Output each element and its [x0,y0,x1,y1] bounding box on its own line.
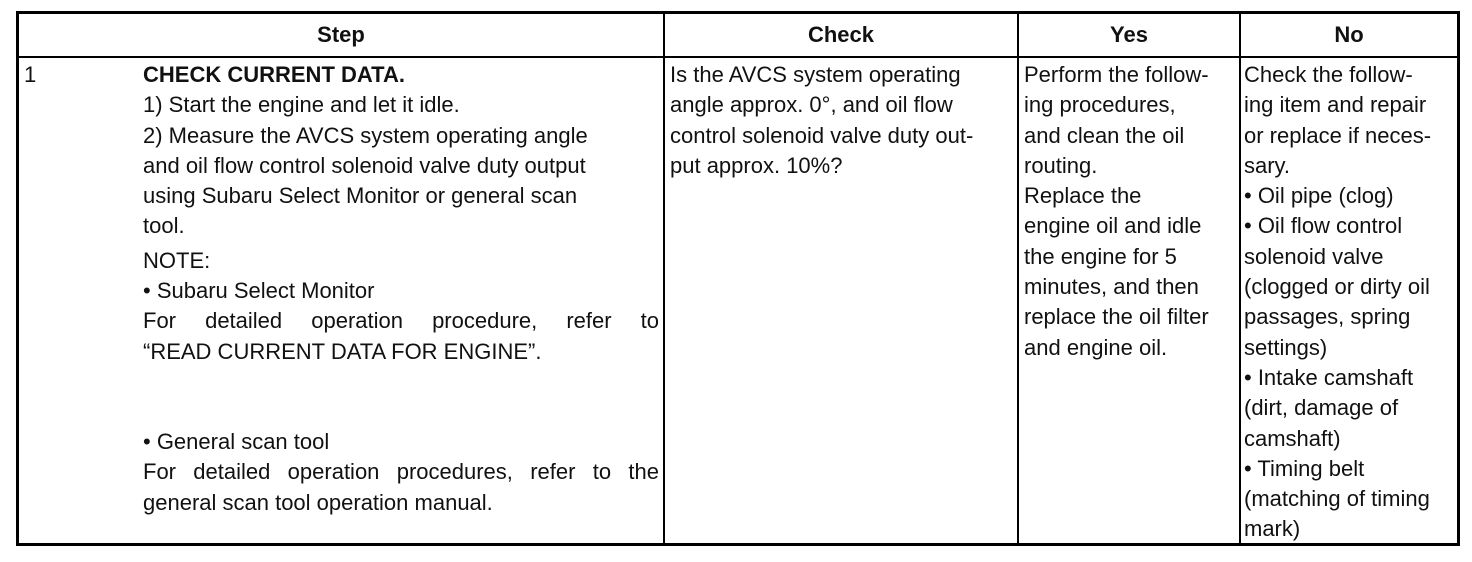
yes-line: routing. [1024,152,1098,178]
check-line: control solenoid valve duty out- [670,122,974,148]
header-yes: Yes [1110,22,1148,47]
column-divider [1017,14,1019,543]
note-bullet: • General scan tool [143,428,330,454]
note-text: “READ CURRENT DATA FOR ENGINE”. [143,338,542,364]
step-line: 1) Start the engine and let it idle. [143,92,460,118]
note-text: For detailed operation procedures, refer to the [143,459,659,485]
check-criteria [670,60,1010,181]
yes-line: and clean the oil [1024,122,1185,148]
no-line: or replace if neces- [1244,122,1432,148]
note-label: NOTE: [143,247,211,273]
yes-line: replace the oil filter [1024,304,1209,330]
no-line: (dirt, damage of [1244,395,1399,421]
yes-action [1024,60,1236,363]
check-line: Is the AVCS system operating [670,62,961,87]
column-divider [1239,14,1241,543]
no-action [1244,60,1456,545]
check-line: angle approx. 0°, and oil flow [670,92,953,118]
no-line: sary. [1244,152,1291,178]
step-line: using Subaru Select Monitor or general scan [143,183,578,209]
header-step: Step [317,22,365,47]
header-check: Check [807,22,875,47]
step-number: 1 [24,62,37,87]
check-line: put approx. 10%? [670,152,843,178]
no-line: mark) [1244,516,1301,542]
header-no: No [1334,22,1364,47]
note-text: general scan tool operation manual. [143,489,493,515]
no-line: passages, spring [1244,304,1411,330]
step-line: and oil flow control solenoid valve duty output [143,152,586,178]
yes-line: ing procedures, [1024,92,1176,118]
no-line: • Oil flow control [1244,213,1403,239]
note-text: For detailed operation procedure, refer to [143,308,659,334]
no-line: (matching of timing [1244,486,1430,512]
table-header-row [19,14,1457,58]
step-line: 2) Measure the AVCS system operating angle [143,122,588,148]
no-line: camshaft) [1244,425,1341,451]
yes-line: engine oil and idle [1024,213,1202,239]
diagnostic-table [16,11,1460,546]
note-bullet: • Subaru Select Monitor [143,278,375,304]
no-line: settings) [1244,334,1328,360]
column-divider [663,14,665,543]
no-line: Check the follow- [1244,62,1413,87]
yes-line: Perform the follow- [1024,62,1209,87]
no-line: • Intake camshaft [1244,364,1414,390]
no-line: solenoid valve [1244,243,1384,269]
no-line: (clogged or dirty oil [1244,274,1430,300]
yes-line: minutes, and then [1024,274,1199,300]
no-line: • Oil pipe (clog) [1244,183,1394,209]
no-line: ing item and repair [1244,92,1427,118]
step-line: tool. [143,213,185,239]
step-title: CHECK CURRENT DATA. [143,62,405,87]
yes-line: the engine for 5 [1024,243,1177,269]
yes-line: and engine oil. [1024,334,1168,360]
yes-line: Replace the [1024,183,1142,209]
step-instructions [143,60,659,518]
no-line: • Timing belt [1244,455,1365,481]
